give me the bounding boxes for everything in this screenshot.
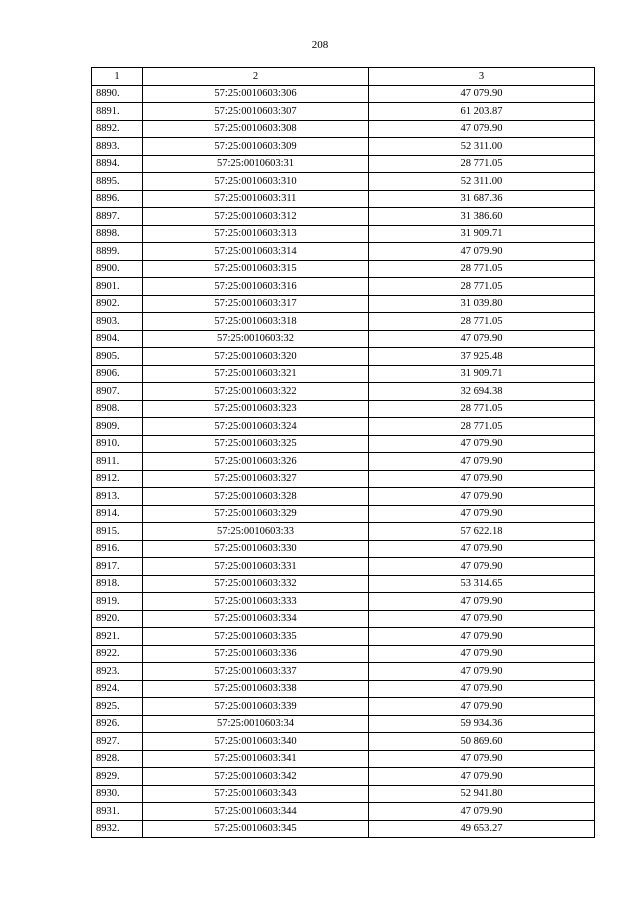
value-cell: 47 079.90 (369, 435, 595, 453)
cadastral-number-cell: 57:25:0010603:330 (143, 540, 369, 558)
table-row (92, 278, 595, 296)
table-row (92, 295, 595, 313)
cadastral-number-cell: 57:25:0010603:336 (143, 645, 369, 663)
value-cell: 28 771.05 (369, 313, 595, 331)
table-row (92, 540, 595, 558)
cadastral-number-cell: 57:25:0010603:324 (143, 418, 369, 436)
row-number-cell: 8907. (92, 383, 143, 401)
table-row (92, 715, 595, 733)
value-cell: 31 909.71 (369, 225, 595, 243)
table-row (92, 260, 595, 278)
value-cell: 37 925.48 (369, 348, 595, 366)
table-row (92, 418, 595, 436)
cadastral-number-cell: 57:25:0010603:312 (143, 208, 369, 226)
row-number-cell: 8931. (92, 803, 143, 821)
value-cell: 47 079.90 (369, 750, 595, 768)
value-cell: 47 079.90 (369, 593, 595, 611)
row-number-cell: 8914. (92, 505, 143, 523)
cadastral-number-cell: 57:25:0010603:344 (143, 803, 369, 821)
page-number: 208 (311, 39, 329, 51)
cadastral-number-cell: 57:25:0010603:342 (143, 768, 369, 786)
row-number-cell: 8922. (92, 645, 143, 663)
column-header-1: 1 (92, 68, 143, 86)
table-row (92, 768, 595, 786)
table-row (92, 628, 595, 646)
table-row (92, 593, 595, 611)
value-cell: 53 314.65 (369, 575, 595, 593)
value-cell: 31 039.80 (369, 295, 595, 313)
row-number-cell: 8923. (92, 663, 143, 681)
table-row (92, 558, 595, 576)
value-cell: 47 079.90 (369, 645, 595, 663)
cadastral-number-cell: 57:25:0010603:318 (143, 313, 369, 331)
value-cell: 47 079.90 (369, 610, 595, 628)
row-number-cell: 8913. (92, 488, 143, 506)
cadastral-number-cell: 57:25:0010603:341 (143, 750, 369, 768)
value-cell: 52 941.80 (369, 785, 595, 803)
table-row (92, 243, 595, 261)
row-number-cell: 8915. (92, 523, 143, 541)
value-cell: 47 079.90 (369, 680, 595, 698)
table-row (92, 733, 595, 751)
cadastral-number-cell: 57:25:0010603:340 (143, 733, 369, 751)
value-cell: 47 079.90 (369, 540, 595, 558)
table-row (92, 348, 595, 366)
table-row (92, 330, 595, 348)
row-number-cell: 8919. (92, 593, 143, 611)
row-number-cell: 8900. (92, 260, 143, 278)
table-row (92, 610, 595, 628)
table-row (92, 155, 595, 173)
table-row (92, 120, 595, 138)
row-number-cell: 8925. (92, 698, 143, 716)
value-cell: 47 079.90 (369, 628, 595, 646)
table-row (92, 575, 595, 593)
row-number-cell: 8909. (92, 418, 143, 436)
cadastral-number-cell: 57:25:0010603:322 (143, 383, 369, 401)
cadastral-number-cell: 57:25:0010603:306 (143, 85, 369, 103)
row-number-cell: 8921. (92, 628, 143, 646)
row-number-cell: 8905. (92, 348, 143, 366)
cadastral-value-table (91, 67, 595, 838)
value-cell: 57 622.18 (369, 523, 595, 541)
cadastral-number-cell: 57:25:0010603:331 (143, 558, 369, 576)
cadastral-number-cell: 57:25:0010603:309 (143, 138, 369, 156)
value-cell: 47 079.90 (369, 505, 595, 523)
cadastral-number-cell: 57:25:0010603:332 (143, 575, 369, 593)
table-row (92, 663, 595, 681)
value-cell: 49 653.27 (369, 820, 595, 838)
cadastral-number-cell: 57:25:0010603:317 (143, 295, 369, 313)
value-cell: 47 079.90 (369, 663, 595, 681)
value-cell: 28 771.05 (369, 400, 595, 418)
table-row (92, 313, 595, 331)
table-row (92, 470, 595, 488)
row-number-cell: 8932. (92, 820, 143, 838)
cadastral-number-cell: 57:25:0010603:313 (143, 225, 369, 243)
cadastral-number-cell: 57:25:0010603:33 (143, 523, 369, 541)
value-cell: 47 079.90 (369, 330, 595, 348)
row-number-cell: 8899. (92, 243, 143, 261)
cadastral-number-cell: 57:25:0010603:338 (143, 680, 369, 698)
value-cell: 47 079.90 (369, 803, 595, 821)
table-row (92, 680, 595, 698)
row-number-cell: 8930. (92, 785, 143, 803)
value-cell: 28 771.05 (369, 260, 595, 278)
row-number-cell: 8917. (92, 558, 143, 576)
row-number-cell: 8904. (92, 330, 143, 348)
cadastral-number-cell: 57:25:0010603:34 (143, 715, 369, 733)
cadastral-number-cell: 57:25:0010603:311 (143, 190, 369, 208)
row-number-cell: 8896. (92, 190, 143, 208)
value-cell: 47 079.90 (369, 698, 595, 716)
row-number-cell: 8895. (92, 173, 143, 191)
cadastral-number-cell: 57:25:0010603:333 (143, 593, 369, 611)
value-cell: 31 909.71 (369, 365, 595, 383)
value-cell: 28 771.05 (369, 418, 595, 436)
value-cell: 61 203.87 (369, 103, 595, 121)
cadastral-number-cell: 57:25:0010603:337 (143, 663, 369, 681)
row-number-cell: 8916. (92, 540, 143, 558)
cadastral-number-cell: 57:25:0010603:339 (143, 698, 369, 716)
table-row (92, 505, 595, 523)
table-row (92, 225, 595, 243)
cadastral-number-cell: 57:25:0010603:343 (143, 785, 369, 803)
table-row (92, 365, 595, 383)
cadastral-number-cell: 57:25:0010603:335 (143, 628, 369, 646)
value-cell: 59 934.36 (369, 715, 595, 733)
row-number-cell: 8926. (92, 715, 143, 733)
table-body (92, 85, 595, 838)
cadastral-number-cell: 57:25:0010603:320 (143, 348, 369, 366)
row-number-cell: 8929. (92, 768, 143, 786)
table-row (92, 698, 595, 716)
row-number-cell: 8893. (92, 138, 143, 156)
table-row (92, 85, 595, 103)
row-number-cell: 8897. (92, 208, 143, 226)
row-number-cell: 8891. (92, 103, 143, 121)
column-header-2: 2 (143, 68, 369, 86)
value-cell: 47 079.90 (369, 120, 595, 138)
cadastral-number-cell: 57:25:0010603:325 (143, 435, 369, 453)
row-number-cell: 8927. (92, 733, 143, 751)
cadastral-number-cell: 57:25:0010603:329 (143, 505, 369, 523)
table-row (92, 383, 595, 401)
row-number-cell: 8910. (92, 435, 143, 453)
cadastral-number-cell: 57:25:0010603:327 (143, 470, 369, 488)
row-number-cell: 8903. (92, 313, 143, 331)
cadastral-number-cell: 57:25:0010603:31 (143, 155, 369, 173)
row-number-cell: 8920. (92, 610, 143, 628)
cadastral-number-cell: 57:25:0010603:334 (143, 610, 369, 628)
value-cell: 28 771.05 (369, 155, 595, 173)
table-header-row (92, 68, 595, 86)
table-row (92, 103, 595, 121)
table-row (92, 400, 595, 418)
row-number-cell: 8902. (92, 295, 143, 313)
row-number-cell: 8894. (92, 155, 143, 173)
value-cell: 28 771.05 (369, 278, 595, 296)
table-row (92, 435, 595, 453)
row-number-cell: 8890. (92, 85, 143, 103)
column-header-3: 3 (369, 68, 595, 86)
cadastral-number-cell: 57:25:0010603:326 (143, 453, 369, 471)
value-cell: 47 079.90 (369, 488, 595, 506)
table-row (92, 190, 595, 208)
row-number-cell: 8892. (92, 120, 143, 138)
cadastral-number-cell: 57:25:0010603:316 (143, 278, 369, 296)
cadastral-number-cell: 57:25:0010603:315 (143, 260, 369, 278)
value-cell: 47 079.90 (369, 243, 595, 261)
value-cell: 31 386.60 (369, 208, 595, 226)
value-cell: 52 311.00 (369, 138, 595, 156)
row-number-cell: 8901. (92, 278, 143, 296)
table-row (92, 208, 595, 226)
table-row (92, 453, 595, 471)
value-cell: 47 079.90 (369, 768, 595, 786)
row-number-cell: 8906. (92, 365, 143, 383)
cadastral-number-cell: 57:25:0010603:307 (143, 103, 369, 121)
table-row (92, 820, 595, 838)
value-cell: 31 687.36 (369, 190, 595, 208)
cadastral-number-cell: 57:25:0010603:345 (143, 820, 369, 838)
row-number-cell: 8911. (92, 453, 143, 471)
table-row (92, 523, 595, 541)
table-row (92, 803, 595, 821)
table-row (92, 488, 595, 506)
table-row (92, 785, 595, 803)
value-cell: 47 079.90 (369, 85, 595, 103)
row-number-cell: 8908. (92, 400, 143, 418)
cadastral-number-cell: 57:25:0010603:328 (143, 488, 369, 506)
cadastral-number-cell: 57:25:0010603:314 (143, 243, 369, 261)
row-number-cell: 8912. (92, 470, 143, 488)
cadastral-number-cell: 57:25:0010603:321 (143, 365, 369, 383)
row-number-cell: 8898. (92, 225, 143, 243)
cadastral-number-cell: 57:25:0010603:308 (143, 120, 369, 138)
cadastral-number-cell: 57:25:0010603:323 (143, 400, 369, 418)
table-row (92, 138, 595, 156)
row-number-cell: 8928. (92, 750, 143, 768)
table-row (92, 173, 595, 191)
row-number-cell: 8924. (92, 680, 143, 698)
table-row (92, 750, 595, 768)
table-row (92, 645, 595, 663)
value-cell: 32 694.38 (369, 383, 595, 401)
value-cell: 47 079.90 (369, 470, 595, 488)
value-cell: 47 079.90 (369, 453, 595, 471)
cadastral-number-cell: 57:25:0010603:310 (143, 173, 369, 191)
value-cell: 50 869.60 (369, 733, 595, 751)
value-cell: 47 079.90 (369, 558, 595, 576)
cadastral-number-cell: 57:25:0010603:32 (143, 330, 369, 348)
row-number-cell: 8918. (92, 575, 143, 593)
value-cell: 52 311.00 (369, 173, 595, 191)
